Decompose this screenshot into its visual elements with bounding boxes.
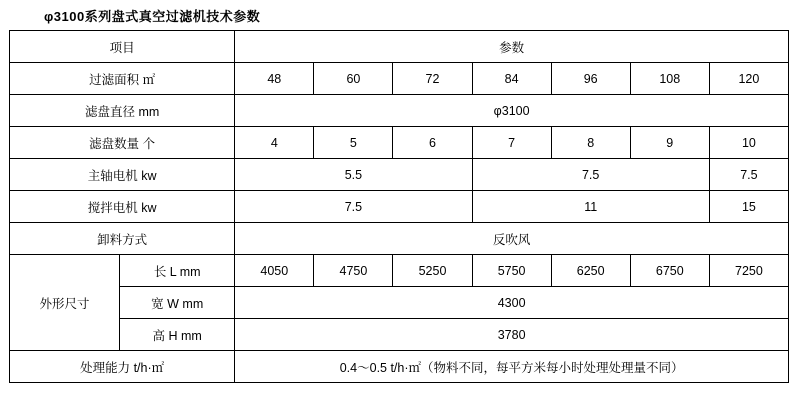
table-row-header	[10, 31, 789, 63]
stir-motor-value: 7.5	[235, 191, 472, 223]
main-motor-value: 7.5	[472, 159, 709, 191]
table-row-filter-area	[10, 63, 789, 95]
table-row-dimension-height	[10, 319, 789, 351]
row-label-disc-diameter: 滤盘直径 mm	[10, 95, 235, 127]
width-value: 4300	[235, 287, 789, 319]
row-label-dimensions: 外形尺寸	[10, 255, 120, 351]
header-item-cell: 项目	[10, 31, 235, 63]
table-row-dimension-length	[10, 255, 789, 287]
length-value: 6750	[630, 255, 709, 287]
row-label-filter-area: 过滤面积 ㎡	[10, 63, 235, 95]
length-value: 4050	[235, 255, 314, 287]
page-title: φ3100系列盘式真空过滤机技术参数	[44, 9, 261, 24]
stir-motor-value: 11	[472, 191, 709, 223]
disc-count-value: 9	[630, 127, 709, 159]
disc-count-value: 8	[551, 127, 630, 159]
disc-diameter-value: φ3100	[235, 95, 789, 127]
row-label-discharge: 卸料方式	[10, 223, 235, 255]
discharge-value: 反吹风	[235, 223, 789, 255]
filter-area-value: 48	[235, 63, 314, 95]
disc-count-value: 4	[235, 127, 314, 159]
disc-count-value: 7	[472, 127, 551, 159]
filter-area-value: 60	[314, 63, 393, 95]
row-label-length: 长 L mm	[120, 255, 235, 287]
table-row-main-motor	[10, 159, 789, 191]
row-label-stir-motor: 搅拌电机 kw	[10, 191, 235, 223]
stir-motor-value: 15	[709, 191, 788, 223]
row-label-main-motor: 主轴电机 kw	[10, 159, 235, 191]
table-row-disc-diameter	[10, 95, 789, 127]
row-label-height: 高 H mm	[120, 319, 235, 351]
length-value: 6250	[551, 255, 630, 287]
main-motor-value: 5.5	[235, 159, 472, 191]
length-value: 5250	[393, 255, 472, 287]
filter-area-value: 96	[551, 63, 630, 95]
table-row-stir-motor	[10, 191, 789, 223]
table-row-discharge	[10, 223, 789, 255]
filter-area-value: 72	[393, 63, 472, 95]
disc-count-value: 10	[709, 127, 788, 159]
row-label-capacity: 处理能力 t/h·㎡	[10, 351, 235, 383]
filter-area-value: 120	[709, 63, 788, 95]
spec-table	[9, 30, 789, 383]
length-value: 7250	[709, 255, 788, 287]
disc-count-value: 6	[393, 127, 472, 159]
table-row-disc-count	[10, 127, 789, 159]
height-value: 3780	[235, 319, 789, 351]
header-param-cell: 参数	[235, 31, 789, 63]
disc-count-value: 5	[314, 127, 393, 159]
length-value: 4750	[314, 255, 393, 287]
main-motor-value: 7.5	[709, 159, 788, 191]
table-row-dimension-width	[10, 287, 789, 319]
row-label-width: 宽 W mm	[120, 287, 235, 319]
length-value: 5750	[472, 255, 551, 287]
capacity-value: 0.4～0.5 t/h·㎡（物料不同，每平方米每小时处理处理量不同）	[235, 351, 789, 383]
filter-area-value: 84	[472, 63, 551, 95]
row-label-disc-count: 滤盘数量 个	[10, 127, 235, 159]
filter-area-value: 108	[630, 63, 709, 95]
table-row-capacity	[10, 351, 789, 383]
